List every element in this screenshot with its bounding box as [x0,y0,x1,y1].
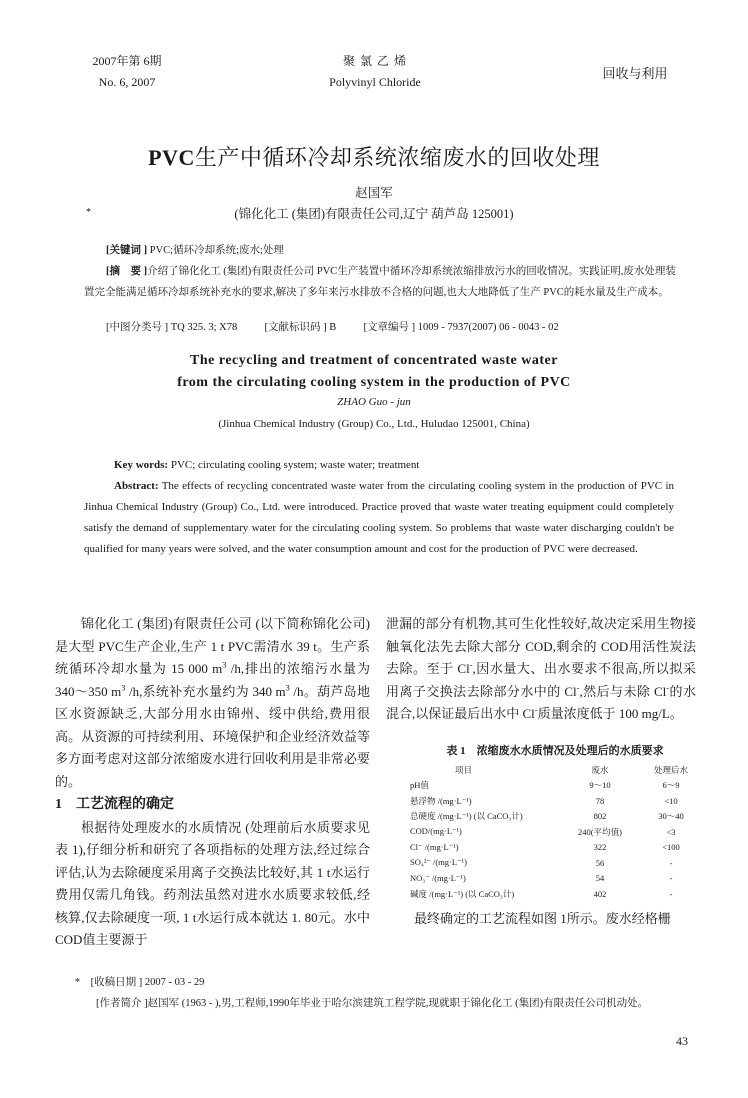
abstract-cn-text: 介绍了锦化化工 (集团)有限责任公司 PVC生产装置中循环冷却系统浓缩排放污水的回收情况。实践证明,废水处理装置完全能满足循环冷却系统补充水的要求,解决了多年来污水排放不合格的问题,也大大地降低了生产 PVC的耗水量及生产成本。 [84,266,676,298]
table-cell-treated: <100 [662,842,680,853]
table-cell-raw: 240(平均值) [578,826,622,837]
body-left-column [55,613,370,952]
article-no-value: 1009 - 7937(2007) 06 - 0043 - 02 [415,322,559,333]
author-cn: 赵国军 [355,186,393,200]
journal-name [300,51,450,93]
page-number: 43 [676,1034,688,1048]
intro-text-b: /h,排出的浓缩污水量为 340～350 m [55,661,370,699]
right-text-d: 的水混合,以保证最后出水中 Cl [386,683,696,721]
keywords-en-label: Key words: [114,459,169,471]
title-prefix: PVC [148,145,195,170]
keywords-en [84,455,674,476]
right-text-e: 质量浓度低于 100 mg/L。 [537,706,683,721]
table-cell-treated: <10 [664,795,678,806]
article-no-label: [文章编号 ] [363,322,416,333]
table-row [410,793,702,809]
table-cell-item: COD/(mg·L⁻¹) [410,826,462,837]
issue-info [72,51,182,93]
table-row [410,809,702,825]
right-text-b: ,因水量大、出水要求不很高,所以拟采用离子交换法去除部分水中的 Cl [386,661,696,699]
section-1-paragraph: 根据待处理废水的水质情况 (处理前后水质要求见表 1),仔细分析和研究了各项指标的处理方法,经过综合评估,认为去除硬度采用离子交换法比较好,其 1 t水运行费用仅需几角钱。药剂法虽然对进水水质要求较低,经核算,仅去除硬度一项, 1 t水运行成本就达 1. 80元。水中 COD值主要源于 [55,819,370,947]
table-cell-raw: 322 [593,842,607,853]
right-text-a: 泄漏的部分有机物,其可生化性较好,故决定采用生物接触氧化法先去除大部分 COD,剩余的 COD用活性炭法去除。至于 Cl [386,616,696,676]
doc-code-label: [文献标识码 ] [264,322,327,333]
paper-title-cn [0,141,748,172]
keywords-cn [84,240,676,261]
received-label: [收稿日期 ] [90,977,143,988]
issue-cn: 2007年第 6期 [92,54,162,68]
table-cell-item: 总硬度 /(mg·L⁻¹) (以 CaCO₃计) [410,811,523,822]
superscript: 3 [285,682,290,693]
right-text-c: ,然后与未除 Cl [579,683,667,699]
bio-label: [作者简介 ] [96,998,148,1009]
received-date [60,972,710,993]
paper-title-en-line2: from the circulating cooling system in the production of PVC [177,375,571,390]
abstract-cn-label: [摘 要 ] [106,266,148,277]
footnote-marker: * [86,207,91,218]
intro-paragraph [55,613,370,793]
keywords-cn-label: [关键词 ] [106,245,148,256]
table-row [410,855,702,871]
intro-text-d: /h。葫芦岛地区水资源缺乏,大部分用水由锦州、绥中供给,费用很高。从资源的可持续利用、环境保护和企业经济效益等多方面考虑对这部分浓缩废水进行回收利用是非常必要的。 [55,683,370,789]
abstract-en [84,476,674,560]
affiliation-en: (Jinhua Chemical Industry (Group) Co., Ltd., Huludao 125001, China) [218,418,530,430]
journal-en: Polyvinyl Chloride [329,75,421,89]
doc-code-value: B [326,322,337,333]
author-bio [60,993,710,1014]
bio-text: 赵国军 (1963 - ),男,工程师,1990年毕业于哈尔滨建筑工程学院,现就职于锦化化工 (集团)有限责任公司机动处。 [147,998,649,1009]
issue-en: No. 6, 2007 [98,75,156,89]
table-cell-raw: 56 [595,857,605,868]
section-label: 回收与利用 [602,66,668,81]
table-cell-raw: 9～10 [589,780,611,791]
table-cell-item: 悬浮物 /(mg·L⁻¹) [410,795,472,806]
affiliation-cn: (锦化化工 (集团)有限责任公司,辽宁 葫芦岛 125001) [234,207,514,221]
footnote-marker-2: * [74,977,80,988]
table-header-raw: 废水 [591,764,609,775]
table-row [410,840,702,856]
intro-text-c: /h,系统补充水量约为 340 m [125,683,286,699]
section-1-heading: 1 工艺流程的确定 [55,797,174,812]
table-cell-treated: <3 [666,826,676,837]
author-en: ZHAO Guo - jun [337,396,411,408]
abstract-cn [84,261,676,303]
table-cell-treated: - [669,888,673,899]
table-1 [410,762,702,902]
table-cell-item: NO₃⁻ /(mg·L⁻¹) [410,872,466,883]
table-row [410,886,702,902]
superscript: - [666,682,670,693]
paper-title-en-line1: The recycling and treatment of concentrated waste water [190,353,558,368]
table-1-caption: 表 1 浓缩废水水质情况及处理后的水质要求 [446,745,664,757]
table-row [410,824,702,840]
table-header-treated: 处理后水 [654,764,689,775]
table-cell-treated: 30～40 [658,811,684,822]
body-right-column [386,613,696,726]
table-header-row [410,762,702,778]
intro-text-a: 锦化化工 (集团)有限责任公司 (以下简称锦化公司)是大型 PVC生产企业,生产 1 t PVC需清水 39 t。生产系统循环冷却水量为 15 000 m [55,616,370,676]
table-row [410,871,702,887]
table-cell-item: pH值 [410,780,429,791]
table-cell-raw: 802 [593,811,607,822]
table-cell-item: SO₄²⁻ /(mg·L⁻¹) [410,857,467,868]
journal-cn: 聚 氯 乙 烯 [342,54,407,68]
superscript: - [576,682,580,693]
table-cell-treated: - [669,857,673,868]
table-cell-raw: 402 [593,888,607,899]
table-cell-item: 碱度 /(mg·L⁻¹) (以 CaCO₃计) [410,888,515,899]
table-cell-item: Cl⁻ /(mg·L⁻¹) [410,841,459,852]
superscript: - [469,659,473,670]
clc-value: TQ 325. 3; X78 [168,322,238,333]
title-rest: 生产中循环冷却系统浓缩废水的回收处理 [194,145,600,170]
superscript: 3 [121,682,126,693]
received-value: 2007 - 03 - 29 [142,977,205,988]
table-header-item: 项目 [455,764,473,775]
right-column-paragraph [386,613,696,726]
table-cell-raw: 54 [595,873,605,884]
keywords-cn-text: PVC;循环冷却系统;废水;处理 [147,245,284,256]
right-column-continuation: 最终确定的工艺流程如图 1所示。废水经格栅 [414,911,671,926]
abstract-en-text: The effects of recycling concentrated waste water from the circulating cooling system in the production of PVC in Jinhua Chemical Industry (Group) Co., Ltd. were introduced. Practice proved that waste water treating equipment could completely satisfy the demand of supplementary water for the circulating cooling system. So problems that waste water discharging couldn't be qualified for many years were solved, and the water consumption amount and cost for the production of PVC were decreased. [84,480,674,555]
classification-line [84,317,676,338]
table-cell-treated: - [669,873,673,884]
table-cell-treated: 6～9 [662,780,680,791]
superscript: - [534,704,538,715]
table-row [410,778,702,794]
abstract-en-label: Abstract: [114,480,159,492]
table-cell-raw: 78 [595,795,605,806]
keywords-en-text: PVC; circulating cooling system; waste water; treatment [168,459,420,471]
clc-label: [中图分类号 ] [106,322,169,333]
superscript: 3 [222,659,227,670]
